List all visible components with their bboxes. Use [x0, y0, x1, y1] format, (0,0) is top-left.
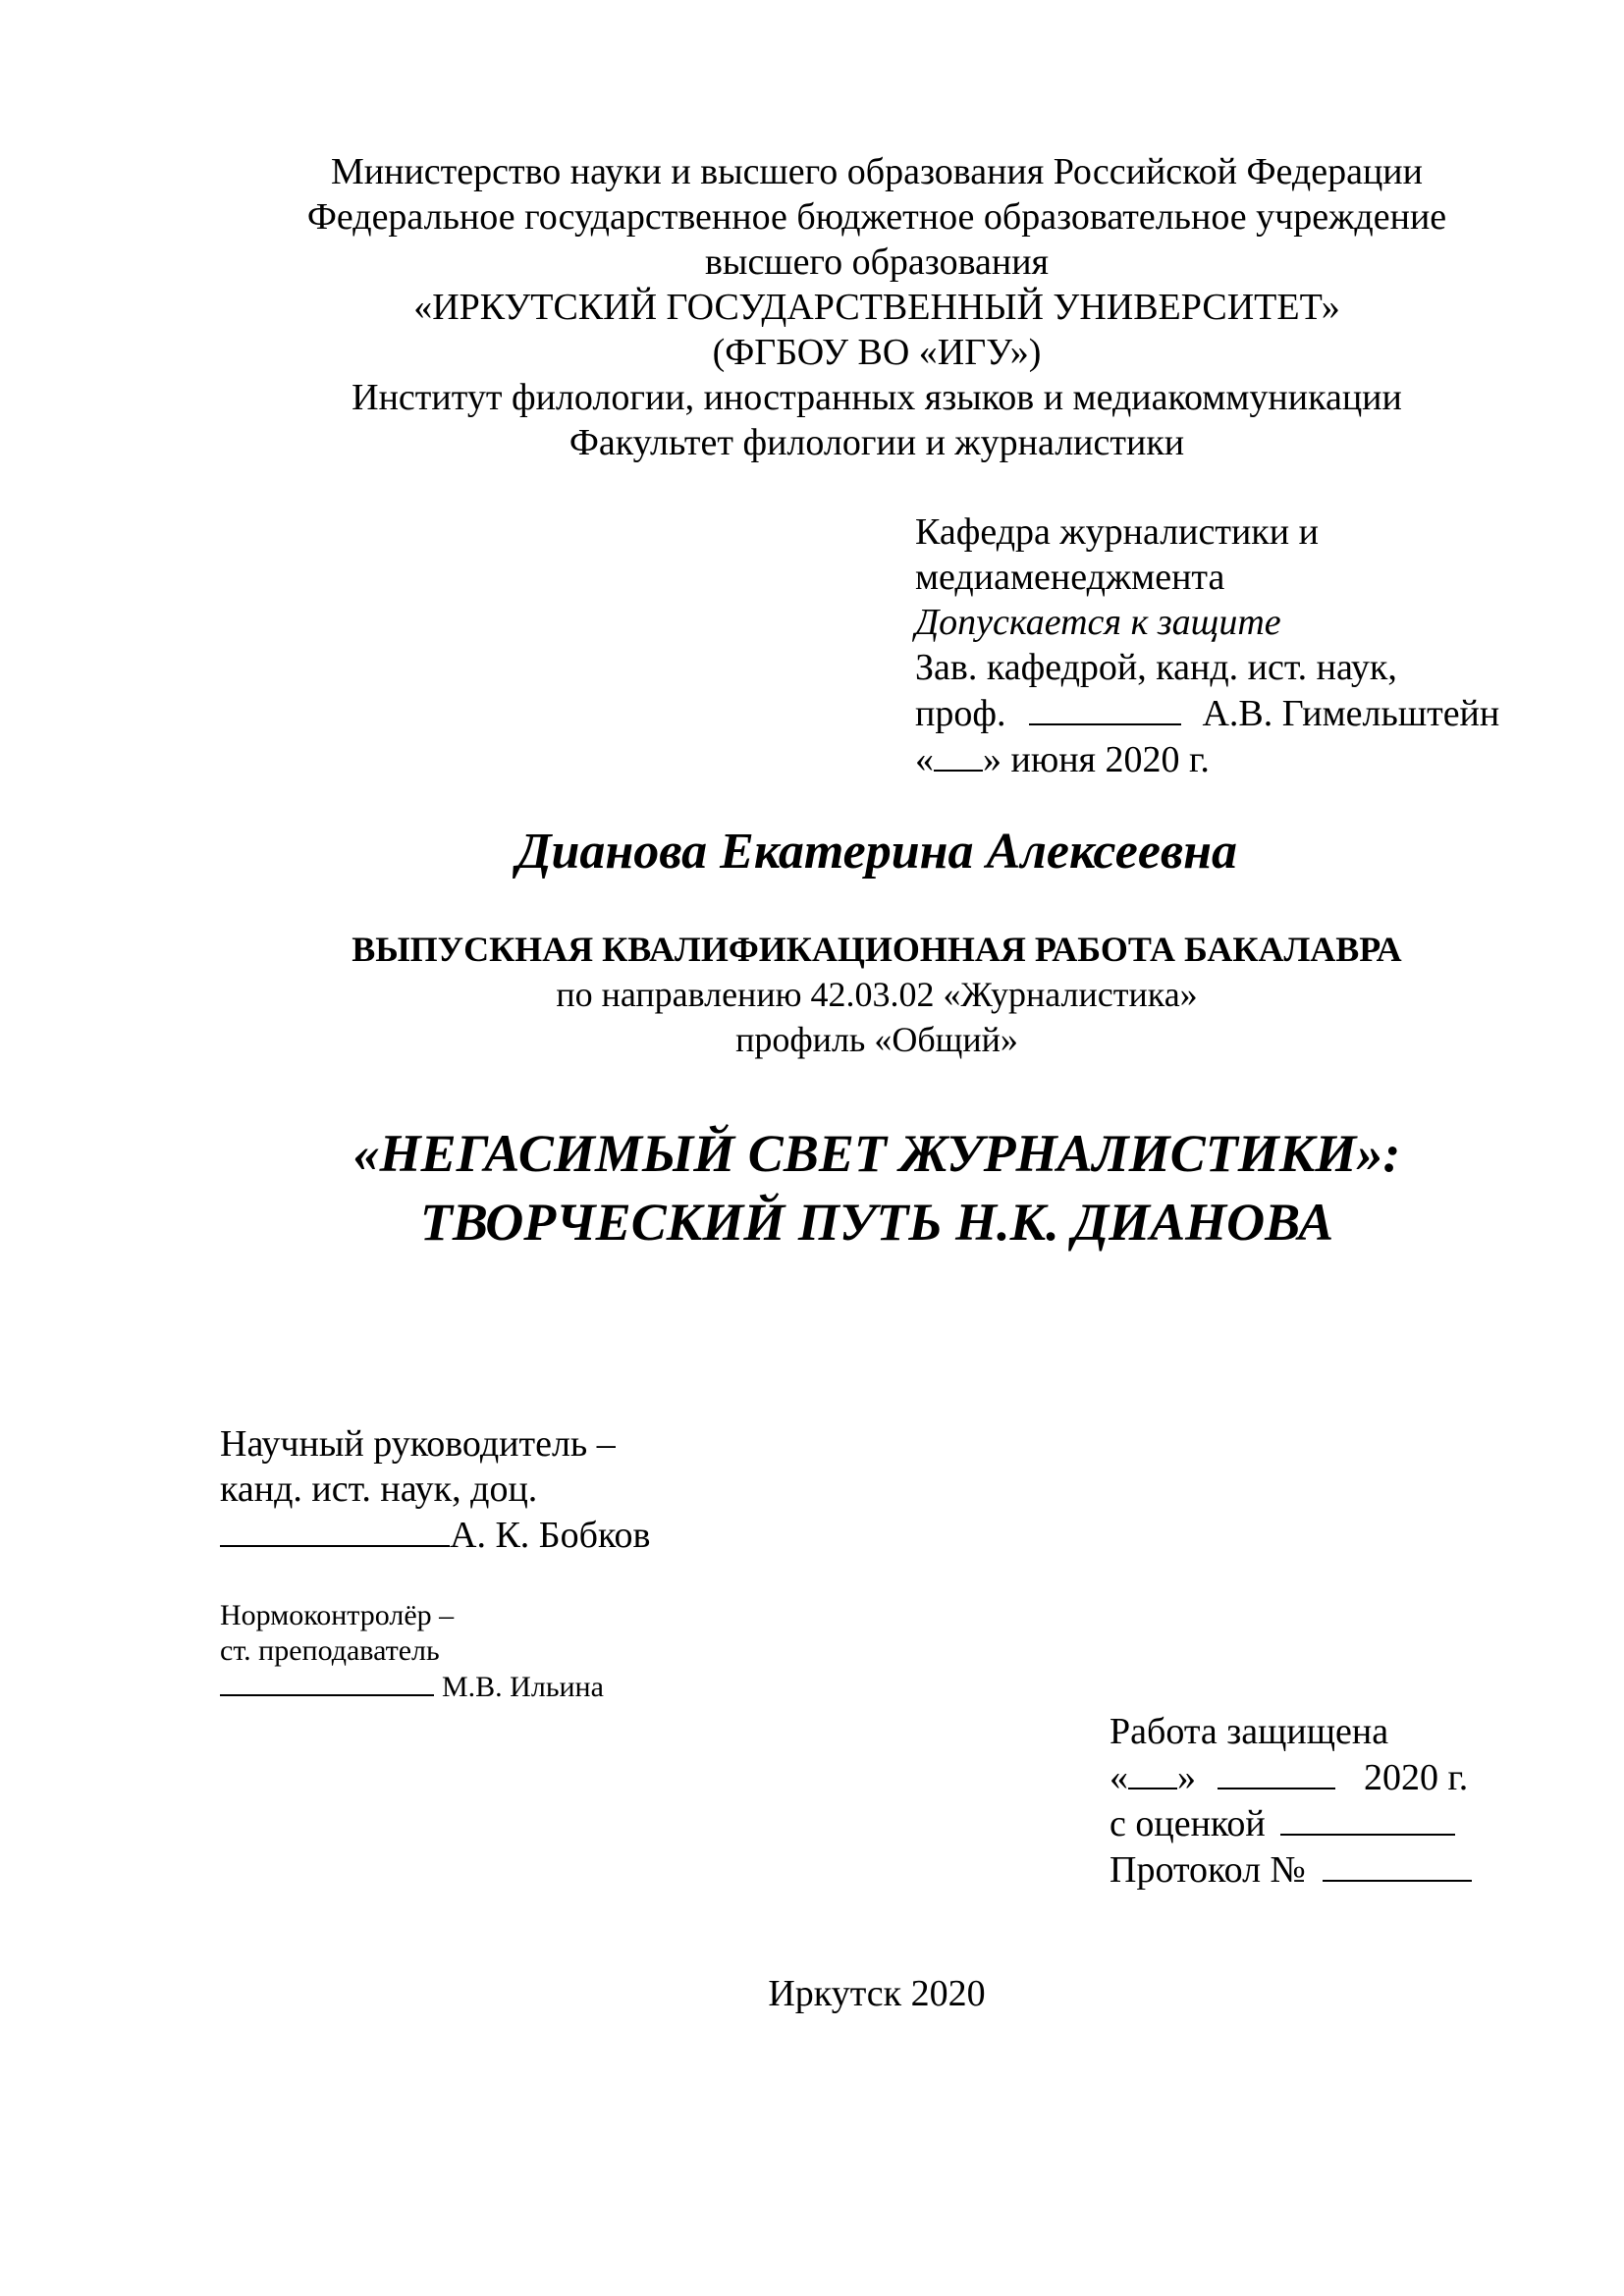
- normcontrol-name: М.В. Ильина: [442, 1671, 604, 1703]
- institution-type-line: Федеральное государственное бюджетное образовательное учреждение: [306, 196, 1447, 238]
- work-type: ВЫПУСКНАЯ КВАЛИФИКАЦИОННАЯ РАБОТА БАКАЛАВРА: [352, 930, 1402, 969]
- thesis-title-line-1: «НЕГАСИМЫЙ СВЕТ ЖУРНАЛИСТИКИ»:: [352, 1124, 1401, 1183]
- defense-status: Работа защищена: [1110, 1711, 1389, 1752]
- normcontrol-role: Нормоконтролёр –: [220, 1599, 455, 1631]
- normcontrol-position: ст. преподаватель: [220, 1634, 440, 1667]
- signature-blank: [220, 1512, 450, 1547]
- supervisor-block: [220, 1421, 650, 1558]
- education-level-line: высшего образования: [704, 241, 1050, 283]
- month-blank: [1218, 1754, 1335, 1789]
- university-name-line: «ИРКУТСКИЙ ГОСУДАРСТВЕННЫЙ УНИВЕРСИТЕТ»: [413, 287, 1340, 328]
- ministry-line: Министерство науки и высшего образования Российской Федерации: [331, 151, 1423, 192]
- work-type-block: [0, 927, 1624, 1062]
- work-profile: профиль «Общий»: [735, 1020, 1018, 1059]
- work-direction: по направлению 42.03.02 «Журналистика»: [556, 975, 1198, 1014]
- date-close-text: » июня 2020 г.: [983, 739, 1210, 780]
- normcontrol-block: [220, 1598, 604, 1705]
- supervisor-name: А. К. Бобков: [450, 1515, 651, 1556]
- approval-block: [915, 509, 1499, 782]
- head-name: А.В. Гимельштейн: [1202, 693, 1500, 734]
- protocol-line: [1110, 1846, 1472, 1893]
- supervisor-signature-line: [220, 1512, 650, 1558]
- grade-blank: [1280, 1800, 1455, 1836]
- author-name: Дианова Екатерина Алексеевна: [515, 824, 1238, 880]
- thesis-title: [0, 1119, 1624, 1256]
- date-close-quote: »: [1177, 1757, 1196, 1798]
- normcontrol-signature-line: [220, 1669, 604, 1705]
- supervisor-degree: канд. ист. наук, доц.: [220, 1468, 538, 1510]
- department-line-1: Кафедра журналистики и: [915, 511, 1319, 553]
- prof-prefix: проф.: [915, 693, 1006, 734]
- head-signature-line: [915, 690, 1499, 736]
- institute-line: Институт филологии, иностранных языков и медиакоммуникации: [352, 377, 1402, 418]
- date-open-quote: «: [1110, 1757, 1128, 1798]
- faculty-line: Факультет филологии и журналистики: [568, 422, 1185, 463]
- grade-label: с оценкой: [1110, 1803, 1266, 1844]
- admitted-to-defense: Допускается к защите: [915, 602, 1281, 643]
- city-year: Иркутск 2020: [768, 1973, 986, 2014]
- grade-line: [1110, 1800, 1472, 1846]
- signature-blank: [1029, 690, 1181, 725]
- supervisor-role: Научный руководитель –: [220, 1423, 616, 1465]
- protocol-label: Протокол №: [1110, 1849, 1306, 1891]
- institution-header: [0, 149, 1624, 465]
- date-open-quote: «: [915, 739, 934, 780]
- thesis-title-line-2: ТВОРЧЕСКИЙ ПУТЬ Н.К. ДИАНОВА: [419, 1193, 1334, 1252]
- head-of-department-title: Зав. кафедрой, канд. ист. наук,: [915, 647, 1397, 688]
- day-blank: [1128, 1754, 1177, 1789]
- university-abbr-line: (ФГБОУ ВО «ИГУ»): [712, 332, 1042, 373]
- department-line-2: медиаменеджмента: [915, 557, 1225, 598]
- signature-blank: [220, 1669, 434, 1696]
- defense-block: [1110, 1709, 1472, 1893]
- day-blank: [934, 736, 983, 772]
- protocol-number-blank: [1323, 1846, 1472, 1882]
- defense-date-line: [1110, 1754, 1472, 1800]
- approval-date-line: [915, 736, 1499, 782]
- defense-year: 2020 г.: [1364, 1757, 1469, 1798]
